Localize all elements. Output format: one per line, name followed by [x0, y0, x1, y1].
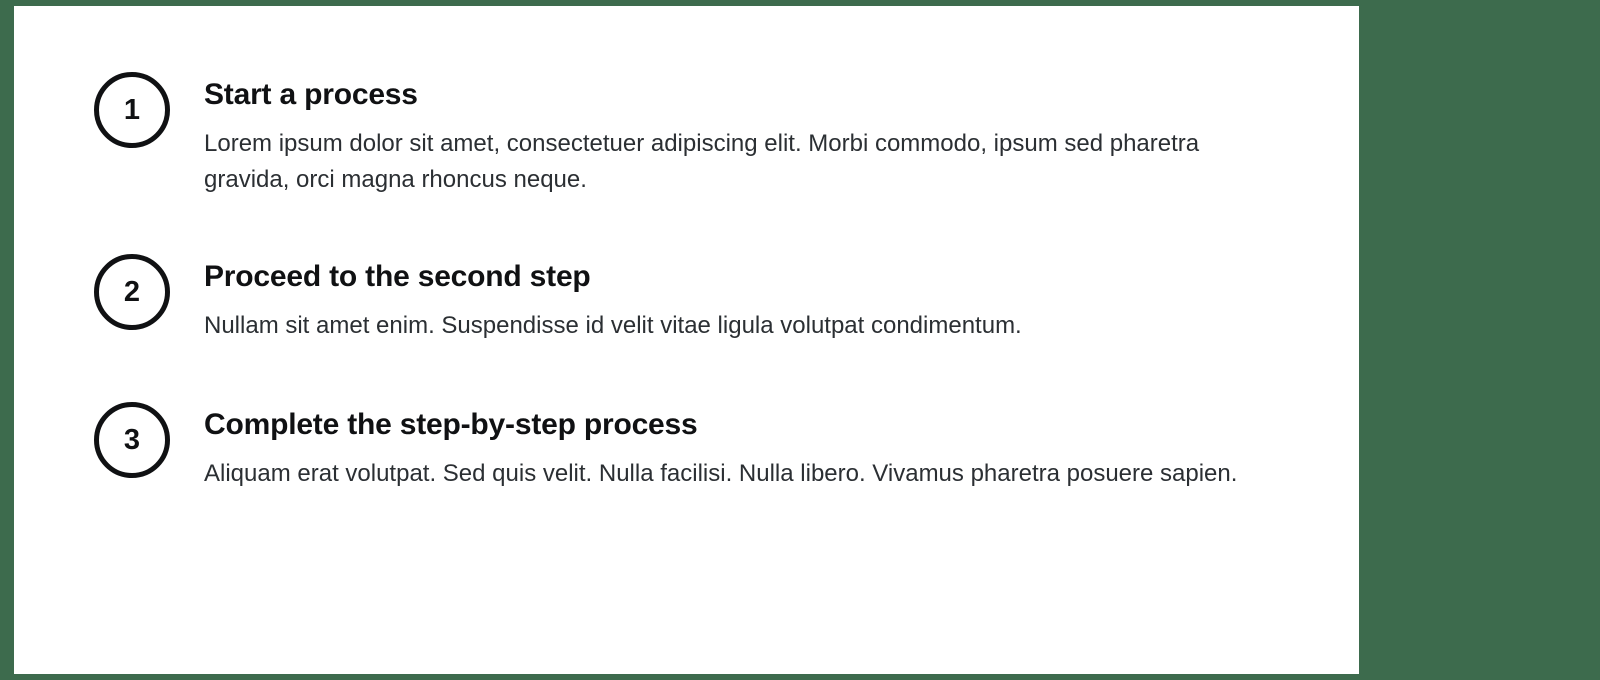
step-content: [176, 254, 1274, 402]
stepper-step: [94, 254, 1274, 402]
stepper: [94, 72, 1274, 492]
step-title: Complete the step-by-step process: [204, 408, 698, 442]
step-description: Nullam sit amet enim. Suspendisse id velit vitae ligula volutpat condimentum.: [204, 311, 1022, 339]
step-spacer: [204, 344, 1274, 402]
step-content: [176, 72, 1274, 254]
step-content: [176, 402, 1274, 492]
step-spacer: [204, 198, 1274, 254]
step-title: Start a process: [204, 78, 418, 111]
step-title: Proceed to the second step: [204, 260, 591, 294]
step-number-badge: 2: [94, 254, 170, 330]
step-description: Lorem ipsum dolor sit amet, consectetuer adipiscing elit. Morbi commodo, ipsum sed pharetra gravida, orci magna rhoncus neque.: [204, 129, 1200, 193]
step-description: Aliquam erat volutpat. Sed quis velit. Nulla facilisi. Nulla libero. Vivamus pharetra posuere sapien.: [204, 459, 1238, 487]
step-number-badge: 3: [94, 402, 170, 478]
stepper-step: [94, 72, 1274, 254]
stepper-step: [94, 402, 1274, 492]
content-card: [14, 6, 1359, 674]
step-rail-column: [94, 72, 176, 148]
step-number-badge: 1: [94, 72, 170, 148]
step-rail-column: [94, 254, 176, 330]
step-rail-column: [94, 402, 176, 478]
